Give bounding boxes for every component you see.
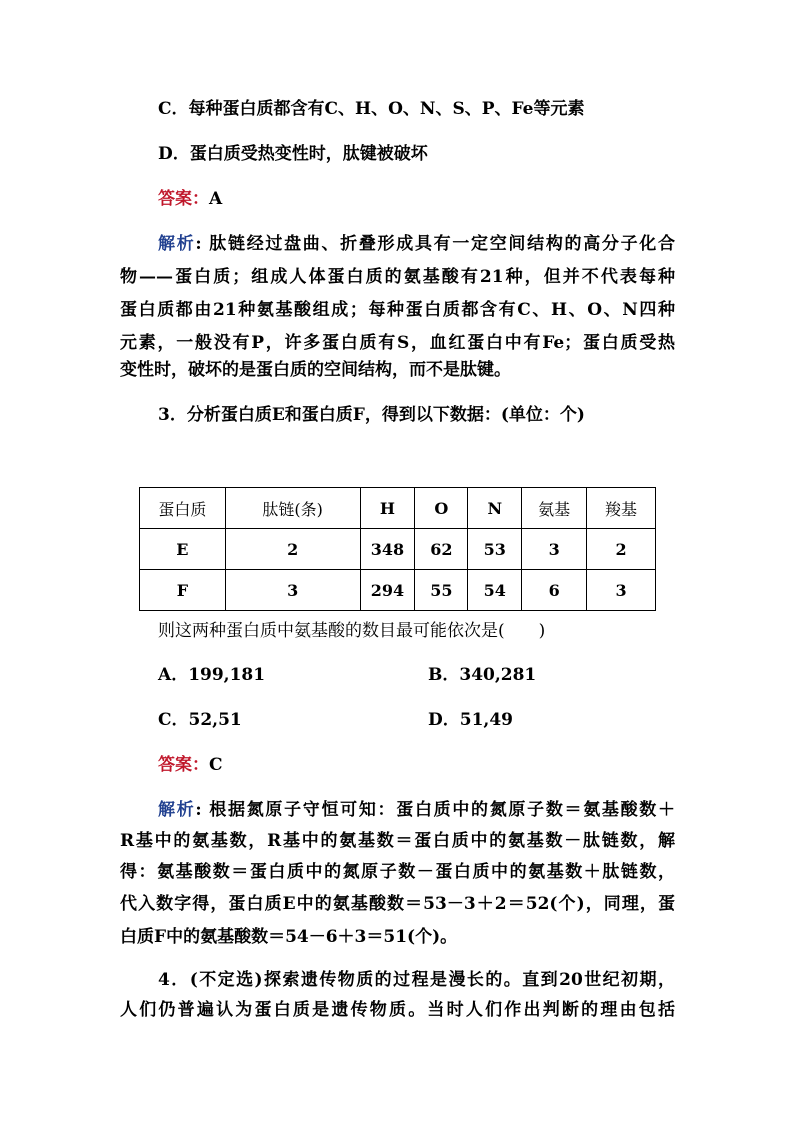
q2-option-d: D．蛋白质受热变性时，肽键被破坏: [158, 144, 428, 164]
q2-analysis-line-2: 物——蛋白质；组成人体蛋白质的氨基酸有21种，但并不代表每种: [120, 267, 675, 287]
q2-analysis-line-4: 元素，一般没有P，许多蛋白质有S，血红蛋白中有Fe；蛋白质受热: [120, 333, 675, 353]
table-header: 蛋白质: [140, 488, 226, 529]
table-header: H: [360, 488, 415, 529]
table-cell: F: [140, 570, 226, 611]
table-cell: 2: [225, 529, 360, 570]
q3-answer-label: 答案：: [158, 755, 209, 775]
q3-stem: 3．分析蛋白质E和蛋白质F，得到以下数据：(单位：个): [158, 405, 585, 425]
table-row: [140, 570, 656, 611]
q3-answer: [158, 754, 223, 776]
table-cell: 3: [225, 570, 360, 611]
q3-analysis-line-5: 白质F中的氨基酸数＝54－6＋3＝51(个)。: [120, 927, 458, 947]
q2-analysis-line-5: 变性时，破坏的是蛋白质的空间结构，而不是肽键。: [120, 360, 511, 380]
table-header: 氨基: [522, 488, 587, 529]
table-cell: 3: [522, 529, 587, 570]
q3-question: 则这两种蛋白质中氨基酸的数目最可能依次是( ): [158, 621, 546, 641]
table-header: 肽链(条): [225, 488, 360, 529]
table-cell: 294: [360, 570, 415, 611]
table-header: N: [468, 488, 522, 529]
q3-option-b: B．340,281: [428, 665, 537, 685]
q2-answer: [158, 188, 222, 210]
q3-data-table: [139, 487, 656, 611]
table-cell: 2: [587, 529, 656, 570]
q3-option-c: C．52,51: [158, 710, 242, 730]
table-cell: 348: [360, 529, 415, 570]
q2-analysis-label: 解析: [158, 234, 196, 254]
q3-analysis-line-2: R基中的氨基数，R基中的氨基数＝蛋白质中的氨基数－肽链数，解: [120, 831, 675, 851]
table-cell: 6: [522, 570, 587, 611]
table-header: 羧基: [587, 488, 656, 529]
q3-option-d: D．51,49: [428, 710, 513, 730]
table-cell: E: [140, 529, 226, 570]
table-cell: 62: [415, 529, 468, 570]
q4-line-1: 4．(不定选)探索遗传物质的过程是漫长的。直到20世纪初期，: [158, 970, 675, 990]
table-cell: 55: [415, 570, 468, 611]
q2-answer-label: 答案：: [158, 189, 209, 209]
q2-analysis-line-3: 蛋白质都由21种氨基酸组成；每种蛋白质都含有C、H、O、N四种: [120, 300, 675, 320]
q3-analysis-line-4: 代入数字得，蛋白质E中的氨基酸数＝53－3＋2＝52(个)，同理，蛋: [120, 894, 675, 914]
q2-answer-value: A: [209, 189, 223, 209]
table-header: O: [415, 488, 468, 529]
q3-analysis-line-1: 解析: 根据氮原子守恒可知：蛋白质中的氮原子数＝氨基酸数＋: [158, 800, 676, 820]
table-cell: 3: [587, 570, 656, 611]
q2-option-c: C．每种蛋白质都含有C、H、O、N、S、P、Fe等元素: [158, 99, 585, 119]
q3-analysis-label: 解析: [158, 800, 196, 820]
q3-analysis-line-3: 得：氨基酸数＝蛋白质中的氮原子数－蛋白质中的氨基数＋肽链数，: [120, 862, 675, 882]
q4-line-2: 人们仍普遍认为蛋白质是遗传物质。当时人们作出判断的理由包括: [120, 1000, 675, 1020]
q3-answer-value: C: [209, 755, 223, 775]
table-header-row: [140, 488, 656, 529]
table-cell: 53: [468, 529, 522, 570]
q3-option-a: A．199,181: [158, 665, 266, 685]
q2-analysis-line-1: 解析: 肽链经过盘曲、折叠形成具有一定空间结构的高分子化合: [158, 234, 676, 254]
table-cell: 54: [468, 570, 522, 611]
table-row: [140, 529, 656, 570]
